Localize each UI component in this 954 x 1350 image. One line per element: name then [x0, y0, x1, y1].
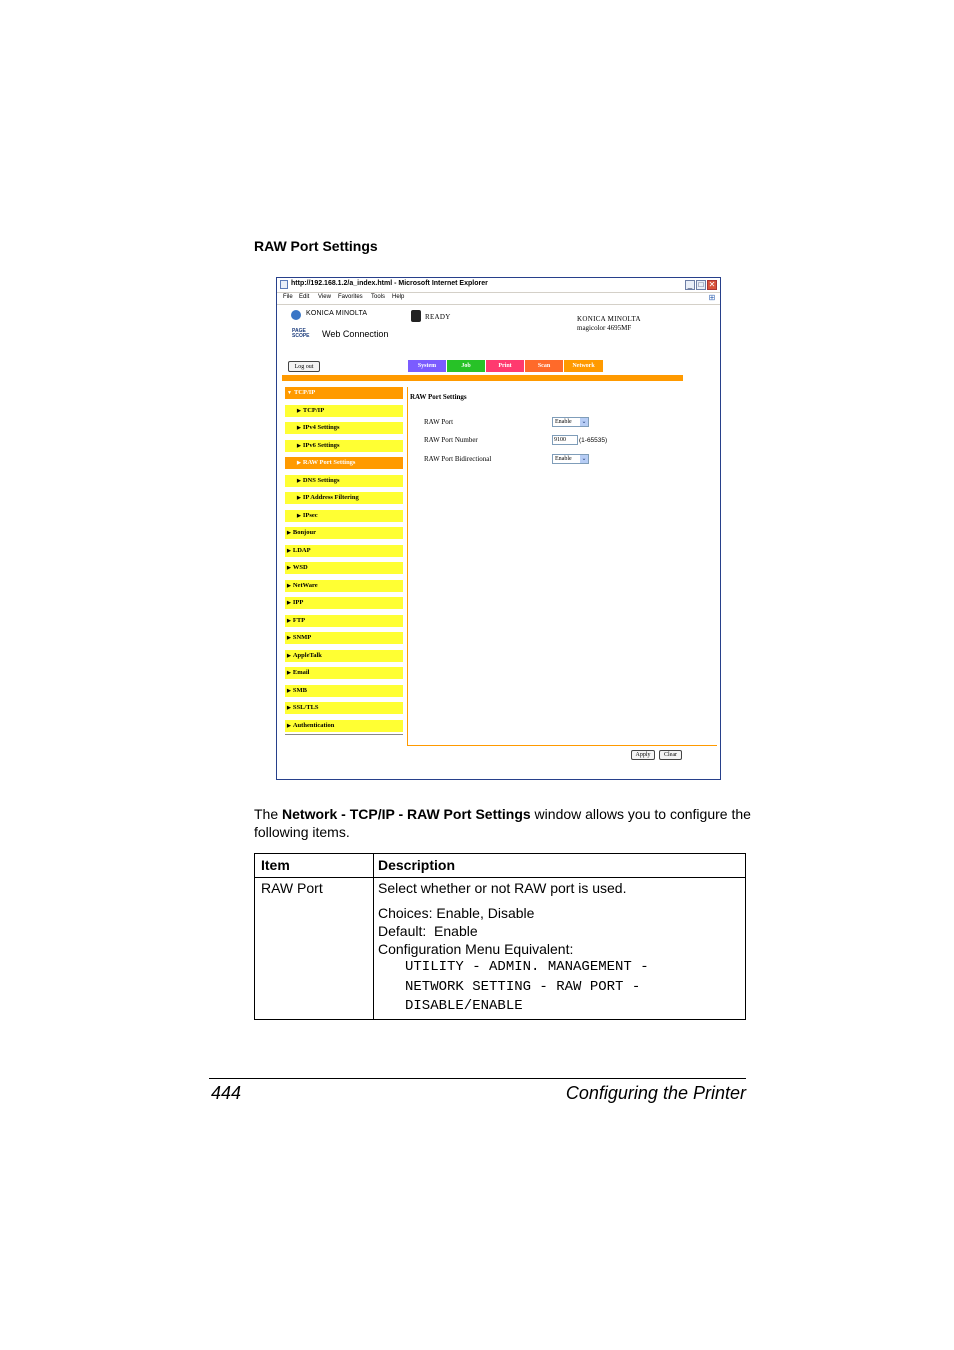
pagescope-logo: PAGE SCOPE — [292, 328, 310, 339]
menu-tools[interactable]: Tools — [371, 294, 386, 300]
sidebar-item-ftp[interactable]: ▶ FTP — [285, 615, 403, 627]
tab-underline — [282, 375, 683, 381]
raw-port-bidirectional-select[interactable]: Enable ⌄ — [552, 454, 589, 464]
model-name: magicolor 4695MF — [577, 324, 632, 332]
model-brand: KONICA MINOLTA — [577, 315, 641, 323]
browser-title: http://192.168.1.2/a_index.html - Microsoft Internet Explorer — [291, 280, 488, 287]
sidebar-item-smb[interactable]: ▶ SMB — [285, 685, 403, 697]
sidebar — [282, 387, 406, 737]
table-cell-item: RAW Port — [261, 880, 323, 896]
sidebar-item-dns-settings[interactable]: ▶ DNS Settings — [285, 475, 403, 487]
table-cell-menu-label: Configuration Menu Equivalent: — [378, 941, 574, 957]
sidebar-item-ip-address-filtering[interactable]: ▶ IP Address Filtering — [285, 492, 403, 504]
sidebar-item-tcpip[interactable]: ▶ TCP/IP — [285, 405, 403, 417]
sidebar-item-raw-port-settings[interactable]: ▶ RAW Port Settings — [285, 457, 403, 469]
footer-rule — [209, 1078, 746, 1079]
menu-file[interactable]: File — [283, 294, 293, 300]
footer-divider — [407, 745, 717, 746]
chapter-title: Configuring the Printer — [565, 1083, 746, 1103]
product-name: Web Connection — [322, 329, 389, 339]
menu-edit[interactable]: Edit — [299, 294, 310, 300]
chevron-down-icon: ⌄ — [581, 456, 587, 462]
raw-port-number-range: (1-65535) — [579, 437, 608, 444]
menu-help[interactable]: Help — [392, 294, 405, 300]
chevron-down-icon: ⌄ — [581, 419, 587, 425]
sidebar-item-ipp[interactable]: ▶ IPP — [285, 597, 403, 609]
tab-scan[interactable]: Scan — [525, 360, 563, 372]
sidebar-item-ipsec[interactable]: ▶ IPsec — [285, 510, 403, 522]
browser-menubar — [277, 293, 720, 305]
menu-favorites[interactable]: Favorites — [338, 294, 363, 300]
logout-button[interactable]: Log out — [288, 361, 320, 372]
table-header-item: Item — [255, 854, 373, 878]
sidebar-item-authentication[interactable]: ▶ Authentication — [285, 720, 403, 732]
apply-button[interactable]: Apply — [631, 750, 655, 760]
tab-job[interactable]: Job — [447, 360, 485, 372]
table-header-description: Description — [373, 854, 745, 878]
sidebar-item-ipv6-settings[interactable]: ▶ IPv6 Settings — [285, 440, 403, 452]
menu-path-line-1: UTILITY - ADMIN. MANAGEMENT - — [405, 959, 649, 975]
sidebar-item-wsd[interactable]: ▶ WSD — [285, 562, 403, 574]
sidebar-item-email[interactable]: ▶ Email — [285, 667, 403, 679]
section-heading: RAW Port Settings — [254, 238, 378, 254]
page-icon — [280, 280, 288, 289]
close-icon[interactable]: ✕ — [708, 280, 716, 289]
intro-bold-path: Network - TCP/IP - RAW Port Settings — [282, 806, 531, 822]
page-number: 444 — [211, 1083, 242, 1103]
printer-icon — [411, 310, 421, 322]
clear-button[interactable]: Clear — [659, 750, 682, 760]
tab-system[interactable]: System — [408, 360, 446, 372]
tab-print[interactable]: Print — [486, 360, 524, 372]
table-cell-choices: Choices: Enable, Disable — [378, 905, 535, 921]
printer-status: READY — [425, 313, 451, 321]
sidebar-item-snmp[interactable]: ▶ SNMP — [285, 632, 403, 644]
raw-port-label: RAW Port — [424, 418, 454, 426]
web-content — [278, 305, 719, 779]
sidebar-item-ipv4-settings[interactable]: ▶ IPv4 Settings — [285, 422, 403, 434]
description-table — [254, 853, 746, 1020]
menu-view[interactable]: View — [318, 294, 331, 300]
raw-port-number-input[interactable]: 9100 — [552, 435, 578, 445]
tab-network[interactable]: Network — [564, 360, 603, 372]
table-cell-default: Default: Enable — [378, 923, 478, 939]
raw-port-select[interactable]: Enable ⌄ — [552, 417, 589, 427]
raw-port-number-label: RAW Port Number — [424, 436, 478, 444]
konica-minolta-logo-icon — [291, 310, 301, 320]
menu-path-line-2: NETWORK SETTING - RAW PORT - — [405, 978, 641, 995]
browser-titlebar — [277, 278, 720, 293]
raw-port-bidirectional-label: RAW Port Bidirectional — [424, 455, 492, 463]
sidebar-item-appletalk[interactable]: ▶ AppleTalk — [285, 650, 403, 662]
column-divider — [373, 854, 374, 1019]
brand-name: KONICA MINOLTA — [306, 310, 368, 317]
sidebar-item-netware[interactable]: ▶ NetWare — [285, 580, 403, 592]
menu-path-line-3: DISABLE/ENABLE — [405, 998, 523, 1014]
sidebar-item-ldap[interactable]: ▶ LDAP — [285, 545, 403, 557]
sidebar-header-tcpip[interactable]: ▼ TCP/IP — [285, 387, 403, 399]
intro-paragraph: The Network - TCP/IP - RAW Port Settings window allows you to configure the following items. — [254, 806, 751, 840]
content-divider — [407, 387, 408, 745]
table-cell-description: Select whether or not RAW port is used. — [378, 880, 627, 896]
windows-logo-icon: ⊞ — [708, 293, 716, 302]
minimize-icon[interactable]: _ — [685, 280, 695, 290]
panel-title: RAW Port Settings — [410, 393, 467, 401]
sidebar-item-bonjour[interactable]: ▶ Bonjour — [285, 527, 403, 539]
sidebar-divider — [285, 734, 403, 735]
sidebar-item-ssl-tls[interactable]: ▶ SSL/TLS — [285, 702, 403, 714]
maximize-icon[interactable]: □ — [696, 280, 706, 290]
browser-screenshot — [276, 277, 721, 780]
